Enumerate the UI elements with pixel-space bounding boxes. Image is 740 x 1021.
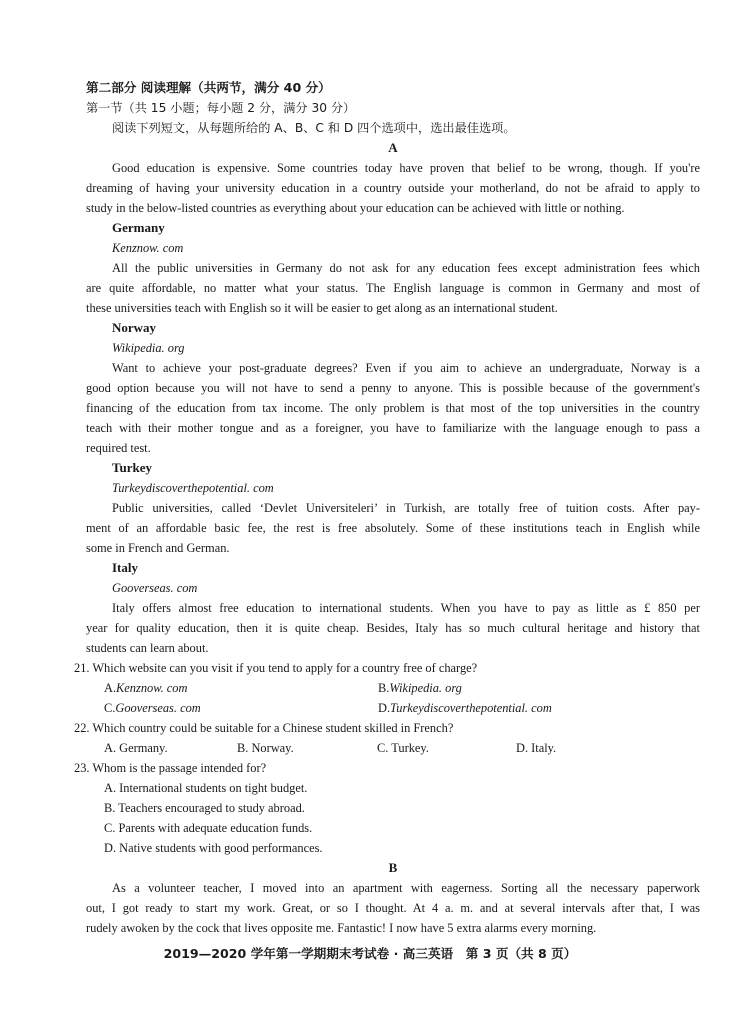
section-subtitle: 第一节（共 15 小题；每小题 2 分，满分 30 分） <box>86 101 356 115</box>
exam-page <box>74 78 700 938</box>
part-title: 第二部分 阅读理解（共两节，满分 40 分） <box>86 80 331 95</box>
question-23-option-b: B. Teachers encouraged to study abroad. <box>104 801 305 815</box>
norway-line: Want to achieve your post-graduate degrees? Even if you aim to achieve an undergraduate, Norway is a <box>112 361 700 375</box>
turkey-line: Public universities, called ‘Devlet Universiteleri’ in Turkish, are totally free of tuition costs. After pay- <box>112 501 700 515</box>
question-23-stem: 23. Whom is the passage intended for? <box>74 761 267 775</box>
source-turkey: Turkeydiscoverthepotential. com <box>112 481 274 495</box>
passage-a-intro-line: study in the below-listed countries as everything about your education can be achieved with little or nothing. <box>86 201 625 215</box>
question-23-option-c: C. Parents with adequate education funds. <box>104 821 313 835</box>
source-norway: Wikipedia. org <box>112 341 185 355</box>
country-heading-norway: Norway <box>112 320 157 335</box>
country-heading-turkey: Turkey <box>112 460 152 475</box>
option-a-prefix: A. <box>104 681 117 695</box>
norway-line: required test. <box>86 441 151 455</box>
instruction: 阅读下列短文，从每题所给的 A、B、C 和 D 四个选项中，选出最佳选项。 <box>112 121 516 135</box>
option-b-text: Wikipedia. org <box>389 681 462 695</box>
norway-line: teach with their mother tongue and as a foreigner, you have to familiarize with the language enough to pass a <box>86 421 700 435</box>
turkey-line: some in French and German. <box>86 541 230 555</box>
question-22-stem: 22. Which country could be suitable for a Chinese student skilled in French? <box>74 721 454 735</box>
question-23-option-d: D. Native students with good performances. <box>104 841 323 855</box>
option-a-text: Kenznow. com <box>116 681 188 695</box>
page-footer: 2019—2020 学年第一学期期末考试卷 · 高三英语 第 3 页（共 8 页） <box>163 946 577 961</box>
country-heading-italy: Italy <box>112 560 138 575</box>
italy-line: year for quality education, then it is quite cheap. Besides, Italy has so much cultural heritage and history that <box>86 621 700 635</box>
norway-line: financing of the education from tax income. The only problem is that most of the top universities in the country <box>86 401 700 415</box>
question-22-option-a: A. Germany. <box>104 741 168 755</box>
passage-b-line: out, I got ready to start my work. Great, or so I thought. At 4 a. m. and at several intervals after that, I was <box>86 901 700 915</box>
germany-line: these universities teach with English so it will be easier to get along as an international student. <box>86 301 558 315</box>
germany-line: are quite affordable, no matter what your status. The English language is common in Germany and most of <box>86 281 700 295</box>
passage-a-intro-line: Good education is expensive. Some countries today have proven that belief to be wrong, though. If you're <box>112 161 700 175</box>
question-22-option-d: D. Italy. <box>516 741 557 755</box>
question-22-options <box>86 738 700 758</box>
passage-b-line: rudely awoken by the cock that lives opposite me. Fantastic! I now have 5 extra alarms every morning. <box>86 921 597 935</box>
option-d-prefix: D. <box>378 701 391 715</box>
question-21-options-row-1 <box>86 678 700 698</box>
question-22-option-b: B. Norway. <box>237 741 294 755</box>
germany-line: All the public universities in Germany do not ask for any education fees except administration fees which <box>112 261 700 275</box>
option-c-text: Gooverseas. com <box>115 701 201 715</box>
passage-b-label: B <box>388 860 398 875</box>
question-21-stem: 21. Which website can you visit if you tend to apply for a country free of charge? <box>74 661 478 675</box>
question-23-option-a: A. International students on tight budget. <box>104 781 308 795</box>
option-c-prefix: C. <box>104 701 116 715</box>
source-germany: Kenznow. com <box>112 241 184 255</box>
question-21-option-d <box>378 698 652 718</box>
question-22-option-c: C. Turkey. <box>377 741 429 755</box>
norway-line: good option because you will not have to send a penny to anyone. This is possible because of the government's <box>86 381 700 395</box>
passage-a-label: A <box>388 140 398 155</box>
italy-line: students can learn about. <box>86 641 209 655</box>
passage-b-line: As a volunteer teacher, I moved into an apartment with eagerness. Sorting all the necessary paperwork <box>112 881 700 895</box>
source-italy: Gooverseas. com <box>112 581 198 595</box>
turkey-line: ment of an affordable basic fee, the rest is free absolutely. Some of these institutions teach in English while <box>86 521 700 535</box>
question-21-options-row-2 <box>86 698 700 718</box>
question-21-option-b <box>378 678 652 698</box>
option-d-text: Turkeydiscoverthepotential. com <box>390 701 552 715</box>
question-21-option-a <box>104 678 378 698</box>
question-21-option-c <box>104 698 378 718</box>
option-b-prefix: B. <box>378 681 390 695</box>
italy-line: Italy offers almost free education to international students. When you have to pay as little as £ 850 per <box>112 601 700 615</box>
country-heading-germany: Germany <box>112 220 165 235</box>
passage-a-intro-line: dreaming of having your university education in a country outside your motherland, do not be afraid to apply to <box>86 181 700 195</box>
